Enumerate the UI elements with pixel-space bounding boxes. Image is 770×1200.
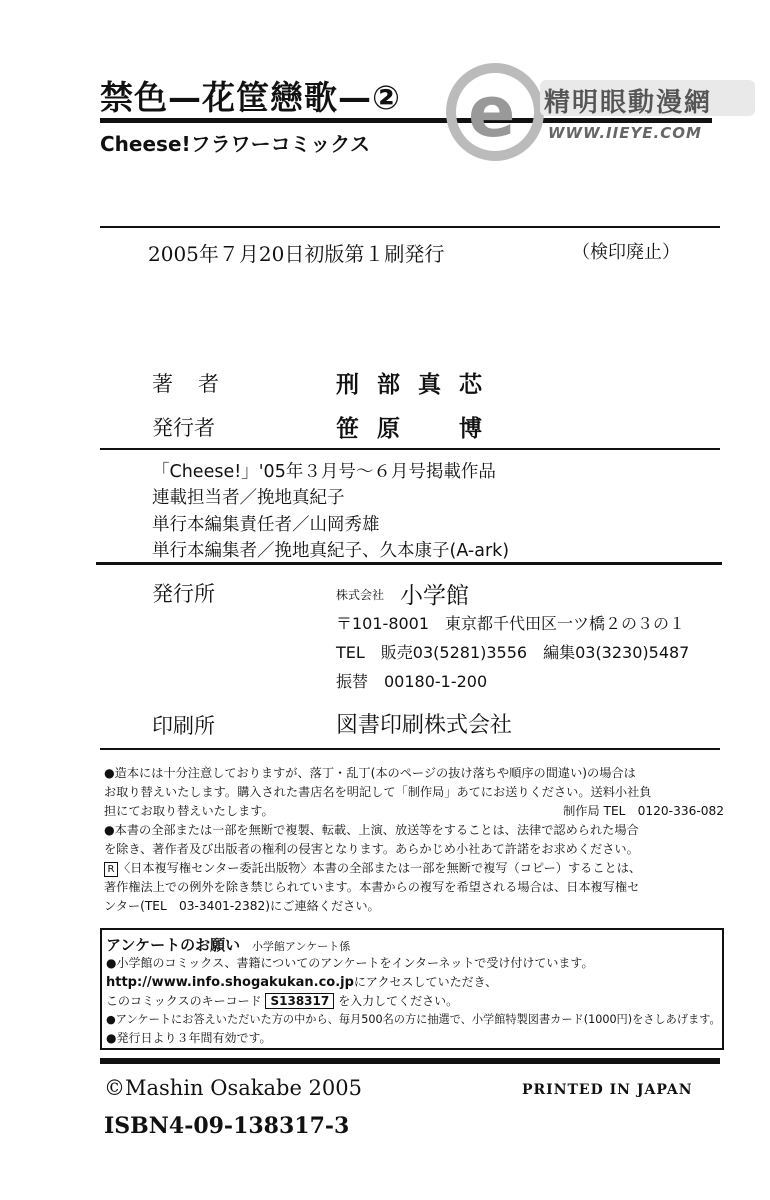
author-label: 著 者 <box>152 372 221 396</box>
survey-code-suffix: を入力してください。 <box>338 994 459 1008</box>
notice-line: 著作権法上での例外を除き禁じられています。本書からの複写を希望される場合は、日本複写権セ <box>104 880 640 894</box>
credit-line: 連載担当者／挽地真紀子 <box>152 488 345 508</box>
inspection-stamp-note: （検印廃止） <box>572 242 680 263</box>
notice-line-text: 〈日本複写権センター委託出版物〉本書の全部または一部を無断で複写（コピー）することは、 <box>118 861 642 875</box>
first-edition-date: 2005年７月20日初版第１刷発行 <box>148 242 445 266</box>
notices-block <box>104 764 724 916</box>
publisher-transfer: 振替 00180-1-200 <box>336 672 488 691</box>
author-name: 刑部真芯 <box>336 371 500 398</box>
survey-key-code: S138317 <box>265 993 334 1009</box>
printed-in: PRINTED IN JAPAN <box>522 1082 693 1098</box>
imprint-label: Cheese!フラワーコミックス <box>100 132 371 156</box>
survey-url-link[interactable]: http://www.info.shogakukan.co.jp <box>106 975 354 990</box>
notice-line: ●造本には十分注意しておりますが、落丁・乱丁(本のページの抜け落ちや順序の間違い)の場合は <box>104 766 636 780</box>
survey-line: ●アンケートにお答えいただいた方の中から、毎月500名の方に抽選で、小学館特製図書カード(1000円)をさしあげます。 <box>106 1013 721 1026</box>
notice-line: ●本書の全部または一部を無断で複製、転載、上演、放送等をすることは、法律で認められた場合 <box>104 823 639 837</box>
notice-line: ンター(TEL 03-3401-2382)にご連絡ください。 <box>104 899 380 913</box>
printer-label: 印刷所 <box>152 714 215 738</box>
credit-line: 「Cheese!」'05年３月号～６月号掲載作品 <box>152 462 496 482</box>
survey-heading-row <box>106 934 350 955</box>
company-prefix: 株式会社 <box>336 588 385 602</box>
survey-code-row <box>106 992 458 1009</box>
registered-mark-icon: R <box>104 862 118 877</box>
book-title: 禁色—花筐戀歌—② <box>100 78 401 117</box>
survey-line: ●小学館のコミックス、書籍についてのアンケートをインターネットで受け付けています。 <box>106 956 594 970</box>
notice-line: を除き、著作者及び出版者の権利の侵害となります。あらかじめ小社あて許諾をお求めください。 <box>104 842 639 856</box>
copyright: ©Mashin Osakabe 2005 <box>104 1076 362 1100</box>
survey-url-suffix: にアクセスしていただき、 <box>353 975 498 989</box>
publisher-label: 発行者 <box>152 416 215 440</box>
credit-line: 単行本編集者／挽地真紀子、久本康子(A-ark) <box>152 541 510 561</box>
watermark <box>440 50 760 170</box>
watermark-site-name: 精明眼動漫網 <box>544 88 713 118</box>
watermark-url: WWW.IIEYE.COM <box>548 124 702 142</box>
survey-line: ●発行日より３年間有効です。 <box>106 1031 272 1045</box>
isbn: ISBN4-09-138317-3 <box>104 1113 350 1139</box>
credit-line: 単行本編集責任者／山岡秀雄 <box>152 515 380 535</box>
notice-line <box>104 859 724 878</box>
publisher-top-rule <box>96 562 722 565</box>
printer-name: 図書印刷株式会社 <box>336 713 513 738</box>
publisher-office-label: 発行所 <box>152 582 215 606</box>
production-tel: 制作局 TEL 0120-336-082 <box>563 804 724 818</box>
company-name: 小学館 <box>400 583 469 609</box>
survey-heading-sub: 小学館アンケート係 <box>251 940 351 953</box>
survey-heading: アンケートのお願い <box>106 936 241 954</box>
svg-text:e: e <box>468 71 516 153</box>
survey-url-row <box>106 973 497 990</box>
survey-code-prefix: このコミックスのキーコード <box>106 994 262 1008</box>
edition-top-rule <box>100 226 720 228</box>
credits-top-rule <box>100 448 720 450</box>
notices-top-rule <box>100 748 720 750</box>
notice-line: お取り替えいたします。購入された書店名を明記して「制作局」あてにお送りください。送料小社負 <box>104 785 652 799</box>
notice-line <box>104 802 724 821</box>
publisher-address: 〒101-8001 東京都千代田区一ツ橋２の３の１ <box>336 614 686 633</box>
publisher-name: 笹原 博 <box>336 415 500 442</box>
publisher-tel: TEL 販売03(5281)3556 編集03(3230)5487 <box>336 643 690 662</box>
footer-top-rule <box>100 1058 720 1064</box>
notice-line-text: 担にてお取り替えいたします。 <box>104 804 274 818</box>
